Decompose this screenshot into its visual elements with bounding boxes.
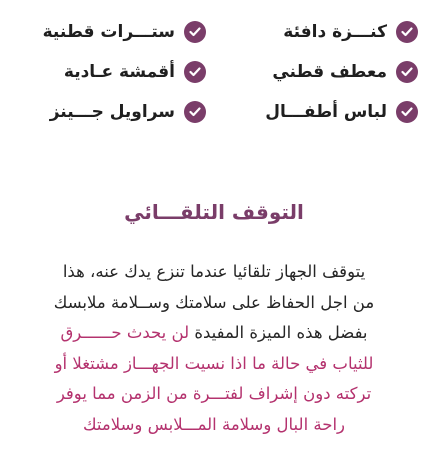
highlight-line: للثياب في حالة ما اذا نسيت الجهـــاز مشتغلا أو: [54, 353, 374, 373]
check-circle-icon: [184, 61, 206, 83]
features-right-column: [218, 12, 418, 132]
description-line: من اجل الحفاظ على سلامتك وســلامة ملابسك: [53, 292, 375, 312]
feature-item: [6, 92, 206, 132]
feature-label: لباس أطفـــال: [265, 102, 387, 122]
feature-item: [218, 52, 418, 92]
highlight-line: راحة البال وسلامة المـــلابس وسلامتك: [83, 414, 345, 434]
feature-label: أقمشة عـادية: [63, 62, 175, 82]
description-line: يتوقف الجهاز تلقائيا عندما تنزع يدك عنه، هذا: [62, 262, 366, 281]
features-left-column: [6, 12, 206, 132]
feature-item: [6, 52, 206, 92]
section-title: التوقف التلقـــائي: [124, 200, 304, 224]
feature-label: ستـــرات قطنية: [42, 22, 175, 42]
feature-label: معطف قطني: [272, 62, 387, 82]
feature-label: سراويل جـــينز: [49, 102, 175, 122]
highlight-text: لن يحدث حــــــرق: [60, 323, 190, 342]
description-line: [14, 318, 414, 349]
highlight-line: تركته دون إشراف لفتـــرة من الزمن مما يوفر: [56, 384, 372, 403]
feature-item: [6, 12, 206, 52]
check-circle-icon: [396, 21, 418, 43]
feature-item: [218, 12, 418, 52]
features-section: [0, 12, 428, 132]
feature-item: [218, 92, 418, 132]
description-paragraph: [14, 257, 414, 440]
check-circle-icon: [184, 21, 206, 43]
check-circle-icon: [396, 61, 418, 83]
description-text: بفضل هذه الميزة المفيدة: [194, 323, 368, 342]
check-circle-icon: [396, 101, 418, 123]
feature-label: كنـــزة دافئة: [283, 22, 387, 42]
check-circle-icon: [184, 101, 206, 123]
